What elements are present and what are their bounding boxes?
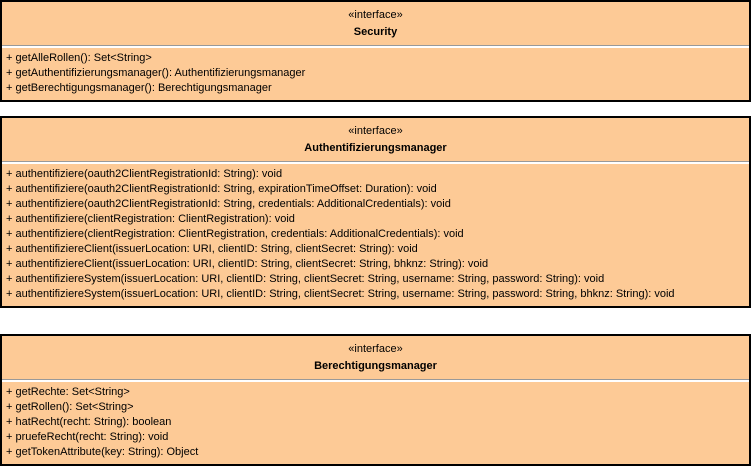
interface-box-security [0,0,751,102]
method-row: + pruefeRecht(recht: String): void [6,431,169,443]
methods-section [2,48,749,100]
method-row: + hatRecht(recht: String): boolean [6,416,172,428]
stereotype-label: «interface» [348,125,403,137]
interface-header [2,2,749,45]
method-row: + getRollen(): Set<String> [6,401,134,413]
method-row: + authentifiziereSystem(issuerLocation: URI, clientID: String, clientSecret: String, username: String, password: String, bhknz: String): void [6,288,675,300]
method-row: + authentifiziere(oauth2ClientRegistrationId: String, credentials: AdditionalCredentials): void [6,198,451,210]
interface-box-berechtigungsmanager [0,334,751,466]
method-row: + authentifiziere(clientRegistration: ClientRegistration): void [6,213,295,225]
interface-header [2,336,749,379]
method-row: + authentifiziereSystem(issuerLocation: URI, clientID: String, clientSecret: String, username: String, password: String): void [6,273,605,285]
method-row: + authentifiziereClient(issuerLocation: URI, clientID: String, clientSecret: String): void [6,243,418,255]
method-row: + getAlleRollen(): Set<String> [6,52,152,64]
interface-name: Berechtigungsmanager [314,360,437,372]
method-row: + getAuthentifizierungsmanager(): Authentifizierungsmanager [6,67,306,79]
interface-name: Authentifizierungsmanager [304,142,447,154]
stereotype-label: «interface» [348,343,403,355]
method-row: + authentifiziere(oauth2ClientRegistrationId: String): void [6,168,283,180]
method-row: + getRechte: Set<String> [6,386,130,398]
interface-box-authentifizierungsmanager [0,116,751,308]
stereotype-label: «interface» [348,9,403,21]
method-row: + getTokenAttribute(key: String): Object [6,446,199,458]
method-row: + getBerechtigungsmanager(): Berechtigungsmanager [6,82,272,94]
method-row: + authentifiziere(clientRegistration: ClientRegistration, credentials: AdditionalCredentials): void [6,228,464,240]
method-row: + authentifiziereClient(issuerLocation: URI, clientID: String, clientSecret: String, bhknz: String): void [6,258,489,270]
methods-section [2,382,749,464]
interface-name: Security [353,26,398,38]
method-row: + authentifiziere(oauth2ClientRegistrationId: String, expirationTimeOffset: Duration): void [6,183,437,195]
methods-section [2,164,749,306]
interface-header [2,118,749,161]
